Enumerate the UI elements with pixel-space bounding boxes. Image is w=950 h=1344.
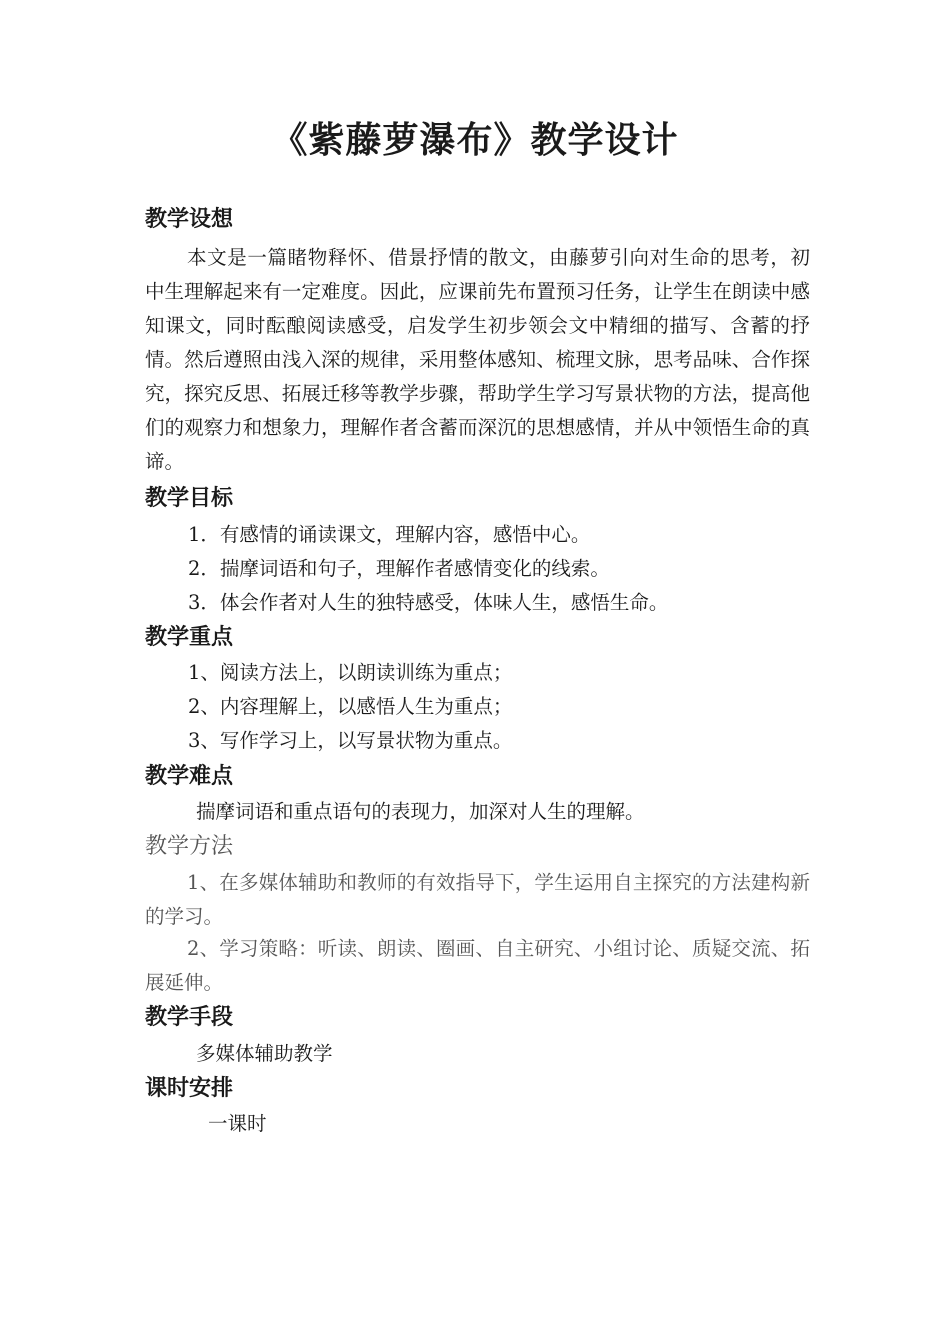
document-title: 《紫藤萝瀑布》教学设计 bbox=[271, 119, 679, 161]
heading-schedule: 课时安排 bbox=[145, 1076, 234, 1101]
heading-key-points: 教学重点 bbox=[145, 625, 234, 650]
means-text: 多媒体辅助教学 bbox=[196, 1042, 333, 1065]
key-point-item: 2、内容理解上，以感悟人生为重点； bbox=[188, 695, 513, 718]
heading-methods: 教学方法 bbox=[145, 834, 234, 859]
heading-goals: 教学目标 bbox=[145, 486, 234, 511]
heading-design: 教学设想 bbox=[145, 207, 234, 232]
key-point-item: 1、阅读方法上，以朗读训练为重点； bbox=[188, 661, 513, 684]
goal-item: 3．体会作者对人生的独特感受，体味人生，感悟生命。 bbox=[188, 591, 669, 614]
key-point-item: 3、写作学习上，以写景状物为重点。 bbox=[188, 729, 513, 752]
goal-item: 2．揣摩词语和句子，理解作者感情变化的线索。 bbox=[188, 557, 610, 580]
goal-item: 1．有感情的诵读课文，理解内容，感悟中心。 bbox=[188, 523, 591, 546]
method-item: 1、在多媒体辅助和教师的有效指导下，学生运用自主探究的方法建构新的学习。 bbox=[145, 871, 810, 928]
design-paragraph: 本文是一篇睹物释怀、借景抒情的散文，由藤萝引向对生命的思考，初中生理解起来有一定难度。因此，应课前先布置预习任务，让学生在朗读中感知课文，同时酝酿阅读感受，启发学生初步领会文中精细的描写、含蓄的抒情。然后遵照由浅入深的规律，采用整体感知、梳理文脉，思考品味、合作探究，探究反思、拓展迁移等教学步骤，帮助学生学习写景状物的方法，提高他们的观察力和想象力，理解作者含蓄而深沉的思想感情，并从中领悟生命的真谛。 bbox=[145, 246, 810, 473]
schedule-text: 一课时 bbox=[208, 1112, 267, 1135]
heading-means: 教学手段 bbox=[145, 1005, 234, 1030]
heading-difficulty: 教学难点 bbox=[145, 764, 234, 789]
difficulty-text: 揣摩词语和重点语句的表现力，加深对人生的理解。 bbox=[196, 800, 645, 823]
method-item: 2、学习策略：听读、朗读、圈画、自主研究、小组讨论、质疑交流、拓展延伸。 bbox=[145, 937, 810, 994]
